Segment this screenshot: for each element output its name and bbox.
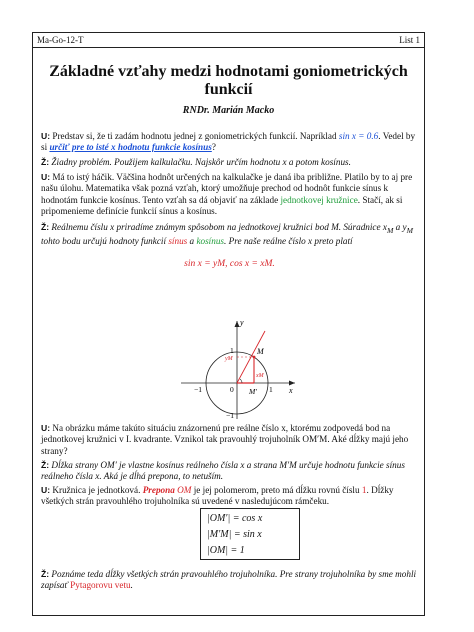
subscript: M (386, 225, 394, 235)
dialog-u-2 (41, 172, 419, 218)
text: Kružnica je jednotková. (52, 485, 143, 495)
equation: sin x = 0.6 (338, 131, 379, 141)
point-m-label: M (257, 347, 264, 356)
y-axis-arrow (235, 321, 240, 327)
title-line-1: Základné vzťahy medzi hodnotami goniometrických (49, 63, 408, 80)
text: Dĺžka strany OM′ je vlastne kosínus reálneho čísla x a strana M′M určuje hodnotu funkcie sínus reálneho čísla x. Aká je dĺhá prepona, to netuším. (41, 460, 405, 482)
speaker: U: (41, 131, 51, 141)
unit-circle-link[interactable]: jednotkovej kružnice (280, 194, 358, 205)
text: . (130, 580, 133, 591)
speaker: U: (41, 423, 51, 433)
tick-label-minus-1-y: −1 (226, 411, 234, 420)
text: . Stačí, ak si pripomenieme definície funkcií sínus a kosínus. (41, 194, 403, 217)
box-row-1: |OM′| = cos x (207, 513, 263, 524)
length-one: 1 (361, 485, 367, 495)
text: Poznáme teda dĺžky všetkých strán pravouhlého trojuholníka. Pre strany trojuholníka by sme mohli zapísať (41, 569, 417, 591)
text: Žiadny problém. Použijem kalkulačku. Najskôr určím hodnotu x a potom kosínus. (51, 157, 351, 167)
text: Predstav si, že ti zadám hodnotu jednej z goniometrických funkcií. Napríklad (52, 131, 339, 141)
worksheet-page (32, 32, 425, 616)
x-axis-label: x (289, 386, 293, 395)
text: Reálnemu číslu x priradíme známym spôsobom na jednotkovej kružnici bod M. Súradnice x (51, 222, 387, 232)
text: ? (211, 142, 216, 153)
origin-label: 0 (230, 385, 234, 394)
text: Na obrázku máme takúto situáciu znázornenú pre reálne číslo x, ktorému zodpovedá bod na jednotkovej kružnici v I. kvadrante. Vznikol tak pravouhlý trojuholník OM′M. Aké dĺžky majú jeho strany? (41, 423, 409, 456)
dialog-z-4 (41, 569, 419, 592)
kosinus-word: kosínus (196, 236, 224, 247)
speaker: U: (41, 485, 51, 495)
dialog-z-1 (41, 157, 419, 168)
point-m (253, 356, 256, 359)
box-row-2: |M′M| = sin x (207, 529, 262, 540)
dialog-u-3 (41, 423, 419, 457)
x-axis-arrow (289, 381, 295, 386)
pythagorean-theorem-word: Pytagorovu vetu (70, 580, 131, 591)
text: . Vedel by si (41, 131, 416, 153)
text: je jej polomerom, preto má dĺžku rovnú číslu (191, 485, 362, 495)
speaker: Ž: (41, 569, 50, 579)
dialog-u-1 (41, 131, 419, 154)
speaker: Ž: (41, 460, 50, 470)
dialog-z-3 (41, 460, 419, 483)
page-title (33, 63, 424, 99)
ym-label: yM (225, 356, 233, 362)
unit-circle-diagram (33, 281, 426, 421)
tick-label-minus-1-x: −1 (194, 385, 202, 394)
xm-label: xM (256, 373, 264, 379)
text: a y (393, 222, 407, 232)
author: RNDr. Marián Macko (182, 105, 275, 116)
speaker: Ž: (41, 222, 50, 232)
speaker: Ž: (41, 157, 50, 167)
question-highlight: určiť pre to isté x hodnotu funkcie kosínus (49, 142, 212, 153)
point-mprime-label: M′ (249, 387, 257, 396)
text: . Dĺžky všetkých strán pravouhlého trojuholníka sú uvedené v nasledujúcom rámčeku. (41, 485, 394, 507)
y-axis-label: y (240, 318, 244, 327)
sheet-number: List 1 (399, 35, 420, 45)
dialog-z-2 (41, 222, 419, 248)
sheet-code: Ma-Go-12-T (37, 35, 84, 45)
title-line-2: funkcií (204, 81, 253, 98)
speaker: U: (41, 172, 51, 182)
text: tohto bodu určujú hodnoty funkcií (41, 236, 169, 247)
sinus-word: sínus (168, 236, 188, 247)
page-header (33, 33, 424, 48)
subscript: M (406, 225, 414, 235)
text: . Pre naše reálne číslo x preto platí (224, 236, 353, 247)
text: Má to istý háčik. Väčšina hodnôt určených na kalkulačke je daná iba približne. Platilo by to aj pre našu úlohu. Matematika však pozná vzťah, ktorý umožňuje prechod od hodnôt funkcie sínus k hodnotám funkcie kosínus. Tento vzťah sa dá objaviť na základe (41, 172, 413, 205)
om-symbol: OM (174, 485, 192, 495)
tick-label-1-y: 1 (230, 346, 234, 355)
box-row-3: |OM| = 1 (207, 545, 245, 556)
text: a (187, 236, 197, 247)
dialog-u-4 (41, 485, 419, 508)
definition-formula: sin x = yM, cos x = xM. (184, 259, 275, 269)
tick-label-1-x: 1 (269, 385, 273, 394)
side-lengths-box (200, 508, 300, 560)
hypotenuse-word: Prepona (142, 485, 175, 495)
